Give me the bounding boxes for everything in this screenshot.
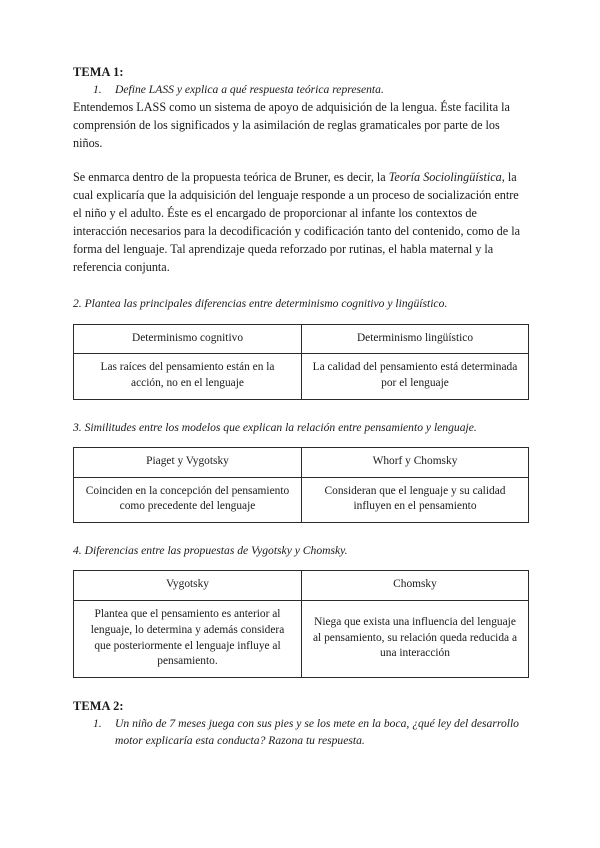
table-similitudes bbox=[73, 447, 529, 523]
tema1-question-1-number: 1. bbox=[93, 83, 102, 97]
tema1-question-2: 2. Plantea las principales diferencias entre determinismo cognitivo y lingüístico. bbox=[73, 297, 448, 311]
tema1-heading: TEMA 1: bbox=[73, 65, 124, 79]
answer-para2-emphasis: Teoría Sociolingüística bbox=[388, 170, 502, 185]
tema2-question-1-text: Un niño de 7 meses juega con sus pies y se los mete en la boca, ¿qué ley del desarrollo motor explicaría esta conducta? Razona tu respuesta. bbox=[115, 717, 519, 748]
tema1-answer-paragraph-1: Entendemos LASS como un sistema de apoyo de adquisición de la lengua. Éste facilita la comprensión de los significados y la asimilación de reglas gramaticales por parte de los niños. bbox=[73, 100, 510, 150]
table3-header-whorf-chomsky: Whorf y Chomsky bbox=[302, 447, 529, 477]
tema2-question-1 bbox=[73, 716, 528, 750]
table-spacer-1 bbox=[73, 313, 528, 324]
table-row bbox=[74, 354, 529, 399]
paragraph-spacer bbox=[73, 152, 528, 169]
tema2-question-1-number: 1. bbox=[93, 717, 102, 731]
table3-header-piaget-vygotsky: Piaget y Vygotsky bbox=[74, 447, 302, 477]
tema1-question-1-text: Define LASS y explica a qué respuesta teórica representa. bbox=[115, 83, 384, 97]
table-determinismo bbox=[73, 324, 529, 400]
table3-cell-whorf-chomsky: Consideran que el lenguaje y su calidad influyen en el pensamiento bbox=[302, 477, 529, 522]
table-row bbox=[74, 571, 529, 601]
table4-header-chomsky: Chomsky bbox=[302, 571, 529, 601]
table-row bbox=[74, 477, 529, 522]
tema1-answer-paragraph-2 bbox=[73, 169, 528, 276]
table3-cell-piaget-vygotsky: Coinciden en la concepción del pensamiento como precedente del lenguaje bbox=[74, 477, 302, 522]
table4-cell-chomsky: Niega que exista una influencia del lenguaje al pensamiento, su relación queda reducida a una interacción bbox=[302, 601, 529, 678]
tema1-question-3: 3. Similitudes entre los modelos que explican la relación entre pensamiento y lenguaje. bbox=[73, 420, 477, 434]
table-row bbox=[74, 324, 529, 354]
table-diferencias bbox=[73, 570, 529, 678]
table2-header-linguistico: Determinismo lingüístico bbox=[302, 324, 529, 354]
section-spacer-1 bbox=[73, 276, 528, 296]
table-spacer-3 bbox=[73, 559, 528, 570]
section-spacer-2 bbox=[73, 400, 528, 420]
tema2-heading: TEMA 2: bbox=[73, 699, 124, 714]
section-spacer-3 bbox=[73, 523, 528, 543]
table4-cell-vygotsky: Plantea que el pensamiento es anterior al lenguaje, lo determina y además considera que posteriormente el lenguaje influye al pensamiento. bbox=[74, 601, 302, 678]
table-row bbox=[74, 601, 529, 678]
tema1-question-4: 4. Diferencias entre las propuestas de Vygotsky y Chomsky. bbox=[73, 544, 348, 558]
table2-header-cognitivo: Determinismo cognitivo bbox=[74, 324, 302, 354]
table-spacer-2 bbox=[73, 436, 528, 447]
tema1-question-1 bbox=[73, 82, 528, 99]
section-spacer-4 bbox=[73, 678, 528, 698]
answer-para2-part1: Se enmarca dentro de la propuesta teórica de Bruner, es decir, la bbox=[73, 170, 389, 185]
document-content bbox=[73, 64, 528, 750]
answer-para2-part2: , la cual explicaría que la adquisición del lenguaje responde a un proceso de socialización entre el niño y el adulto. Éste es el encargado de proporcionar al infante los contextos de interacción necesarios para la decodificación y codificación tanto del contenido, como de la forma del lenguaje. Tal aprendizaje queda reforzado por rutinas, el habla maternal y la referencia conjunta. bbox=[73, 170, 521, 274]
table2-cell-linguistico: La calidad del pensamiento está determinada por el lenguaje bbox=[302, 354, 529, 399]
table4-header-vygotsky: Vygotsky bbox=[74, 571, 302, 601]
table-row bbox=[74, 447, 529, 477]
table2-cell-cognitivo: Las raíces del pensamiento están en la acción, no en el lenguaje bbox=[74, 354, 302, 399]
